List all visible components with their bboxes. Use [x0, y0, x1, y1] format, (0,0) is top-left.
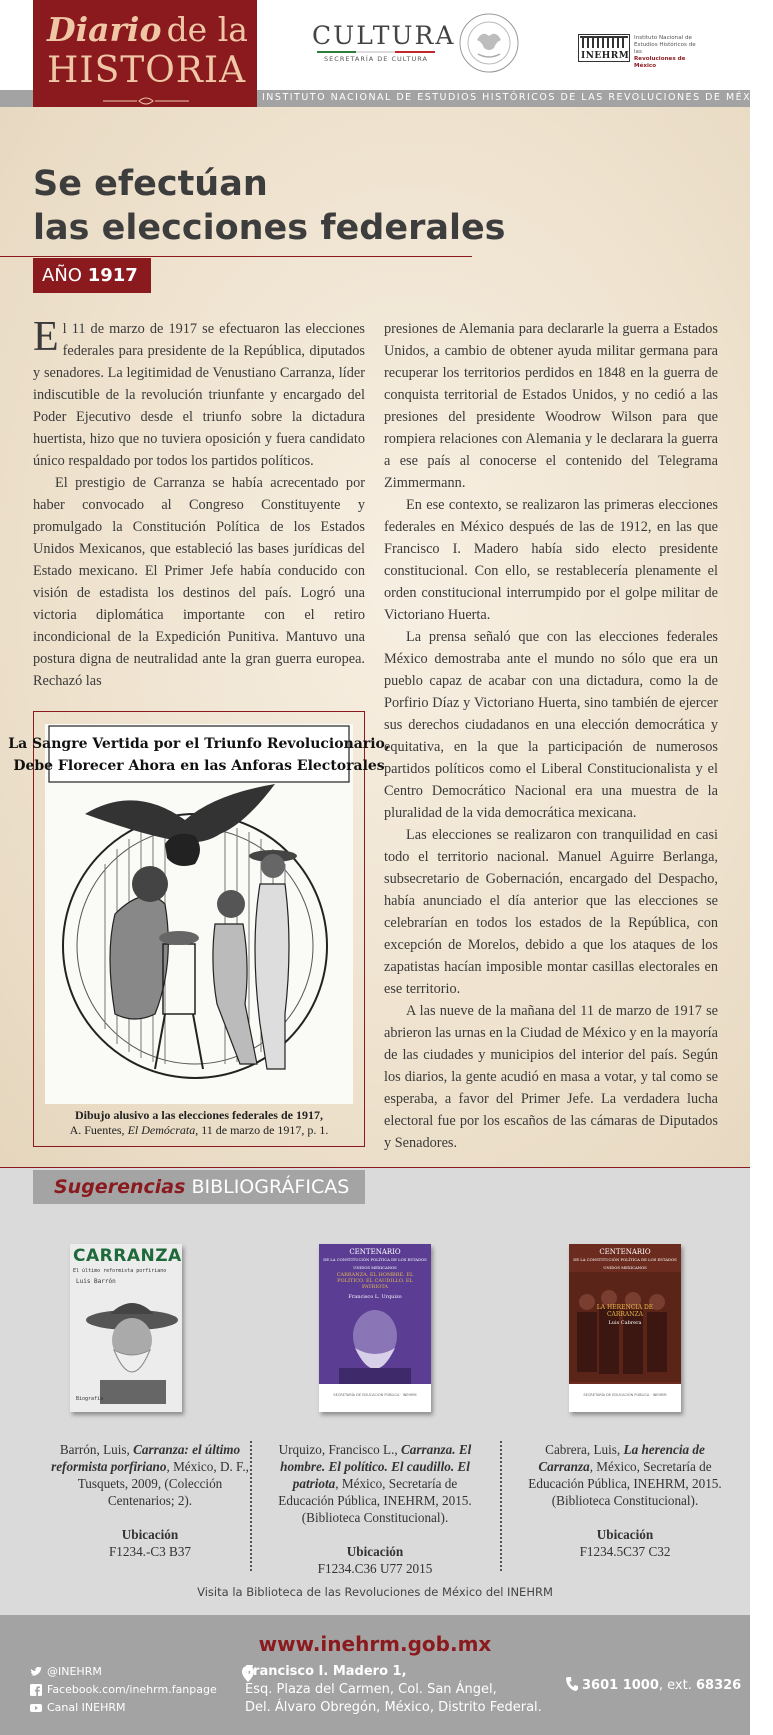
- book-author: Cabrera, Luis,: [545, 1442, 624, 1457]
- cultura-sub: SECRETARÍA DE CULTURA: [324, 55, 428, 63]
- diario-title: [47, 10, 247, 49]
- article-paragraph: [33, 314, 365, 472]
- cover-title: CARRANZA. EL HOMBRE. EL POLÍTICO. EL CAUDILLO. EL PATRIOTA: [336, 1272, 414, 1290]
- phone-ext-label: , ext.: [658, 1678, 696, 1693]
- location-code: F1234.C36 U77 2015: [317, 1561, 433, 1576]
- cultura-logo: [312, 21, 456, 63]
- cover-foot: Biografía: [76, 1396, 104, 1402]
- paragraph-text: l 11 de marzo de 1917 se efectuaron las elecciones federales para presidente de la República, diputados y senadores. La legitimidad de Venustiano Carranza, líder indiscutible de la revolución triunfante y encargado del Poder Ejecutivo desde el triunfo sobre la dictadura huertista, hizo que no tuviera oposición y fuera candidato único respaldado por todos los partidos políticos.: [33, 321, 365, 469]
- cover-title: LA HERENCIA DE CARRANZA: [596, 1304, 654, 1318]
- cartoon-drawing: [8, 724, 390, 1104]
- cover-bottom: [319, 1384, 431, 1412]
- location-label: Ubicación: [596, 1527, 654, 1542]
- drop-cap: E: [33, 314, 59, 360]
- library-visit-text: Visita la Biblioteca de las Revoluciones de México del INEHRM: [197, 1585, 553, 1599]
- carranza-portrait-icon: [70, 1284, 182, 1404]
- cover-bottom: [569, 1384, 681, 1412]
- caption-newspaper: El Demócrata: [127, 1123, 196, 1137]
- group-photo-icon: [569, 1272, 681, 1382]
- figure: [8, 711, 390, 1147]
- cover-head-sub: DE LA CONSTITUCIÓN POLÍTICA DE LOS ESTADOS UNIDOS MEXICANOS: [573, 1257, 677, 1270]
- book-title: Carranza: el último reformista porfiriano: [51, 1442, 241, 1474]
- mexico-seal-icon: [458, 12, 520, 74]
- title-rule: [0, 256, 472, 257]
- caption-text: , 11 de marzo de 1917, p. 1.: [195, 1123, 329, 1137]
- location-label: Ubicación: [346, 1544, 404, 1559]
- book-publication: , México, Secretaría de Educación Pública, INEHRM, 2015. (Biblioteca Constitucional).: [278, 1476, 472, 1525]
- cartoon-illustration: [8, 724, 390, 1104]
- cartoon-banner-line: Debe Florecer Ahora en las Anforas Electorales: [13, 758, 385, 774]
- cover-head-sub: DE LA CONSTITUCIÓN POLÍTICA DE LOS ESTADOS UNIDOS MEXICANOS: [323, 1257, 427, 1270]
- inehrm-building-icon: [578, 34, 630, 62]
- book-title: Carranza. El hombre. El político. El caudillo. El patriota: [280, 1442, 472, 1491]
- address-line: Del. Álvaro Obregón, México, Distrito Federal.: [245, 1700, 542, 1715]
- book-author: Barrón, Luis,: [59, 1442, 134, 1457]
- book-cover-carranza-patriota[interactable]: [319, 1244, 431, 1412]
- inehrm-full-name: [634, 35, 698, 70]
- phone-extension: 68326: [695, 1678, 742, 1693]
- inehrm-line: Revoluciones de México: [634, 56, 686, 69]
- caption-title: Dibujo alusivo a las elecciones federales de 1917,: [75, 1108, 323, 1122]
- inehrm-logo: [578, 34, 698, 69]
- heading-rest: BIBLIOGRÁFICAS: [191, 1176, 350, 1198]
- website-link[interactable]: www.inehrm.gob.mx: [258, 1632, 492, 1656]
- cover-publisher: SECRETARÍA DE EDUCACIÓN PÚBLICA · INEHRM: [333, 1393, 417, 1397]
- book-title: La herencia de Carranza: [538, 1442, 705, 1474]
- article-paragraph: El prestigio de Carranza se había acrecentado por haber convocado al Congreso Constituyente y promulgado la Constitución Política de los Estados Unidos Mexicanos, que estableció las bases jurídicas del Estado mexicano. El Primer Jefe había conducido con visión de estadista los destinos del país. Logró una victoria diplomática importante con el retiro incondicional de la Expedición Punitiva. Mantuvo una postura digna de neutralidad ante la gran guerra europea. Rechazó las: [33, 475, 365, 689]
- diario-word: Diario: [47, 10, 162, 49]
- book-publication: , México, D. F., Tusquets, 2009, (Colección Centenarios; 2).: [77, 1459, 249, 1508]
- cover-publisher: SECRETARÍA DE EDUCACIÓN PÚBLICA · INEHRM: [583, 1393, 667, 1397]
- cultura-name: CULTURA: [312, 21, 456, 50]
- column-divider: [500, 1441, 502, 1571]
- institute-band-text: INSTITUTO NACIONAL DE ESTUDIOS HISTÓRICOS DE LAS REVOLUCIONES DE MÉXICO: [262, 92, 773, 103]
- article-paragraph: Las elecciones se realizaron con tranquilidad en casi todo el territorio nacional. Manuel Aguirre Berlanga, subsecretario de Gobernación, encargado del Despacho, había anunciado el día anterior que las elecciones se celebrarían en todos los estados de la República, con excepción de Morelos, debido a que los ataques de los zapatistas hacían imposible montar casillas electorales en ese territorio.: [384, 827, 718, 997]
- article-paragraph: La prensa señaló que con las elecciones federales México demostraba ante el mundo no sólo que era un pueblo capaz de acabar con una dictadura, como la de Porfirio Díaz y Victoriano Huerta, sino también de ejercer sus derechos ciudadanos en una elección democrática y equitativa, en la que la participación de numerosos partidos políticos como el Liberal Constitucionalista y el Centro Democrático Nacional era una muestra de la pluralidad de la vida democrática mexicana.: [384, 629, 718, 821]
- heading-bold: Sugerencias: [54, 1176, 186, 1198]
- inehrm-line: Estudios Históricos de las: [634, 42, 696, 55]
- cover-author: Luis Cabrera: [608, 1320, 642, 1326]
- article-title: [33, 162, 553, 250]
- article-paragraph: presiones de Alemania para declararle la guerra a Estados Unidos, a cambio de obtener ayuda militar germana para recuperar los territorios perdidos en 1848 en la guerra de conquista territorial de Estados Unidos, y no cedió a las presiones del presidente Woodrow Wilson para que rompiera relaciones con Alemania y le declarara la guerra a ese país al conocerse el contenido del Telegrama Zimmermann.: [384, 321, 718, 491]
- historia-word: HISTORIA: [47, 50, 247, 91]
- book-publication: , México, Secretaría de Educación Pública, INEHRM, 2015. (Biblioteca Constitucional).: [528, 1459, 722, 1508]
- location-label: Ubicación: [121, 1527, 179, 1542]
- facebook-icon: [30, 1684, 42, 1696]
- twitter-icon: [30, 1666, 42, 1678]
- article-column-left: [33, 314, 365, 692]
- phone-number: 3601 1000: [582, 1678, 659, 1693]
- cultura-rule: [317, 51, 435, 53]
- de-la-word: de la: [166, 10, 248, 49]
- address-line: Esq. Plaza del Carmen, Col. San Ángel,: [245, 1682, 497, 1697]
- location-code: F1234.5C37 C32: [579, 1544, 671, 1559]
- bibliography-heading: [33, 1170, 365, 1204]
- figure-caption: [38, 1108, 360, 1138]
- twitter-handle: @INEHRM: [47, 1665, 102, 1678]
- youtube-channel: Canal INEHRM: [47, 1701, 126, 1714]
- cartoon-banner-line: La Sangre Vertida por el Triunfo Revolucionario,: [8, 736, 390, 752]
- youtube-link[interactable]: [30, 1699, 230, 1717]
- cover-head: [569, 1248, 681, 1272]
- twitter-link[interactable]: [30, 1663, 230, 1681]
- title-line: las elecciones federales: [33, 208, 506, 248]
- phone-icon: [566, 1677, 578, 1691]
- cover-head-text: CENTENARIO: [349, 1248, 401, 1256]
- cover-head: [319, 1248, 431, 1272]
- book-reference: [525, 1441, 725, 1560]
- cover-subtitle: El último reformista porfiriano: [73, 1268, 167, 1274]
- year-value: 1917: [87, 265, 138, 286]
- facebook-link[interactable]: [30, 1681, 230, 1699]
- book-cover-carranza-reformista[interactable]: [70, 1244, 182, 1412]
- cover-author: Luis Barrón: [76, 1278, 116, 1285]
- address-street: Francisco I. Madero 1,: [245, 1664, 407, 1679]
- book-cover-herencia-carranza[interactable]: [569, 1244, 681, 1412]
- facebook-url: Facebook.com/inehrm.fanpage: [47, 1683, 217, 1696]
- title-line: Se efectúan: [33, 164, 268, 204]
- book-reference: [50, 1441, 250, 1560]
- carranza-portrait-icon: [319, 1302, 431, 1384]
- article-paragraph: En ese contexto, se realizaron las primeras elecciones federales en México después de las de 1912, en las que Francisco I. Madero había sido electo presidente constitucional. Con ello, se restablecería plenamente el orden constitucional interrumpido por el golpe militar de Victoriano Huerta.: [384, 497, 718, 623]
- youtube-icon: [30, 1702, 42, 1714]
- cover-head-text: CENTENARIO: [599, 1248, 651, 1256]
- ornament-icon: [103, 96, 189, 106]
- phone: [566, 1677, 742, 1693]
- inehrm-line: Instituto Nacional de: [634, 35, 692, 41]
- location-code: F1234.-C3 B37: [108, 1544, 192, 1559]
- cover-author: Francisco L. Urquizo: [348, 1294, 402, 1300]
- book-reference: [275, 1441, 475, 1577]
- year-badge: [33, 258, 151, 293]
- year-label: AÑO: [42, 265, 82, 286]
- article-column-right: [384, 318, 718, 1154]
- article-paragraph: A las nueve de la mañana del 11 de marzo de 1917 se abrieron las urnas en la Ciudad de México y en la mayoría de las ciudades y municipios del interior del país. Según los diarios, la gente acudió en masa a votar, y tal como se esperaba, a favor del Primer Jefe. La verdadera lucha electoral fue por los escaños de las cámaras de Diputados y Senadores.: [384, 1003, 718, 1151]
- address: [245, 1663, 545, 1717]
- social-links: [30, 1663, 230, 1717]
- caption-text: A. Fuentes,: [69, 1123, 128, 1137]
- cover-title: CARRANZA: [73, 1246, 182, 1266]
- book-author: Urquizo, Francisco L.,: [278, 1442, 401, 1457]
- column-divider: [250, 1441, 252, 1571]
- inehrm-short: INEHRM: [581, 51, 630, 61]
